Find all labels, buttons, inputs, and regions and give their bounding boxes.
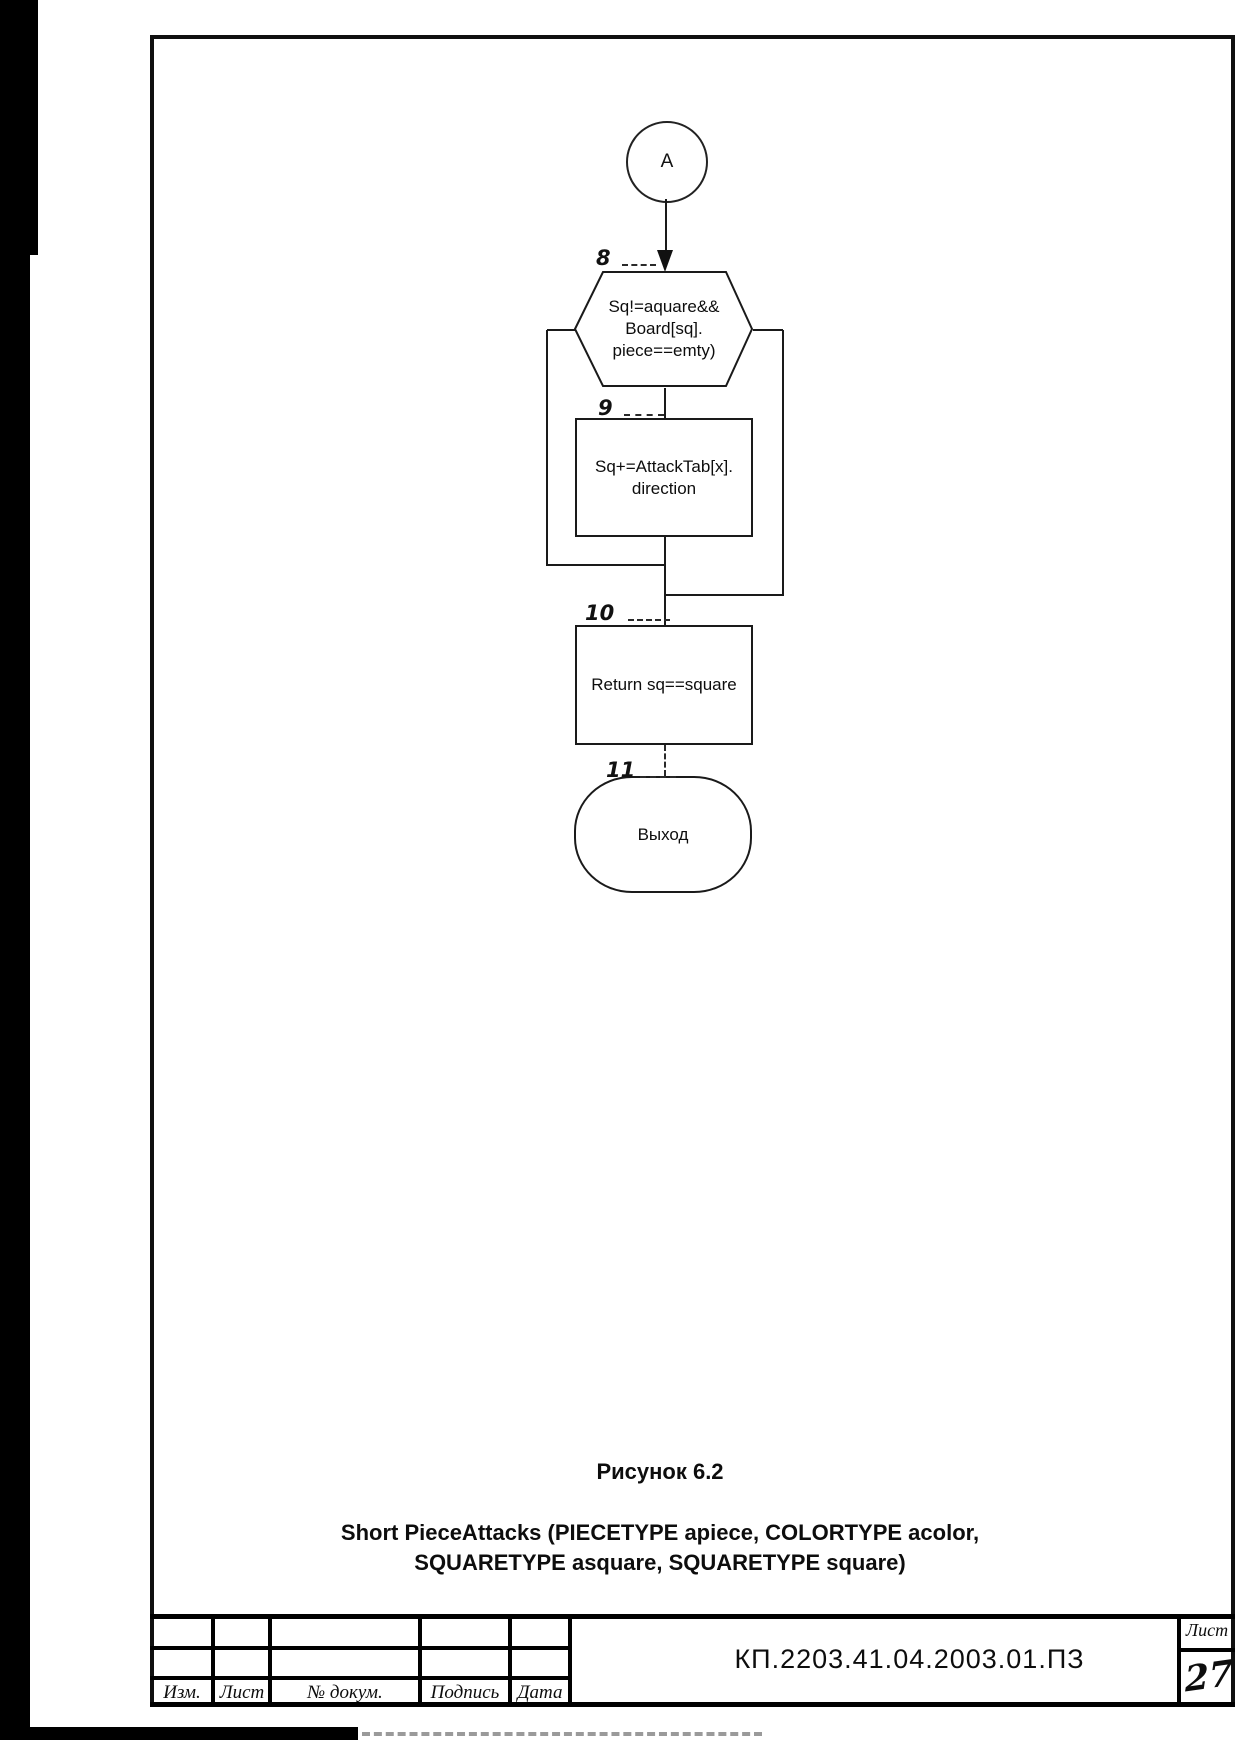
exit-to-center-line — [665, 594, 784, 596]
document-number: КП.2203.41.04.2003.01.ПЗ — [734, 1643, 1085, 1674]
scan-artifact-left-top-bar — [0, 0, 38, 255]
sheet-box-label: Лист — [1185, 1620, 1229, 1640]
terminator-box-11 — [574, 776, 752, 893]
connector-circle-a — [626, 121, 708, 203]
loop-left-line — [546, 330, 548, 566]
loop-into-hexagon-line — [547, 329, 576, 331]
connector-10-to-11 — [664, 745, 666, 776]
titleblock-col-date: Дата — [517, 1682, 563, 1703]
sheetbox-divider-rule — [1177, 1648, 1235, 1652]
figure-caption-line2: SQUARETYPE asquare, SQUARETYPE square) — [414, 1550, 906, 1575]
leader-dash-8 — [622, 264, 656, 266]
scan-artifact-bottom-bar — [0, 1727, 358, 1740]
scan-artifact-left-bar — [0, 0, 30, 1740]
scan-artifact-bottom-dashes — [362, 1732, 762, 1736]
hexagon-text-line2: Board[sq]. — [625, 319, 703, 338]
process-box-10 — [575, 625, 753, 745]
titleblock-col-izm: Изм. — [163, 1682, 201, 1703]
process10-text-line1: Return sq==square — [591, 675, 737, 694]
figure-caption-line1: Short PieceAttacks (PIECETYPE apiece, COLORTYPE acolor, — [340, 1520, 980, 1545]
exit-down-line — [782, 330, 784, 596]
node-number-10: 10 — [585, 601, 615, 625]
arrow-line-a-to-8 — [665, 199, 667, 252]
process-box-9 — [575, 418, 753, 537]
hexagon-text-line3: piece==emty) — [612, 341, 716, 360]
hexagon-decision-text — [575, 271, 753, 387]
connector-8-to-9 — [664, 388, 666, 418]
figure-caption — [250, 1518, 1070, 1578]
arrowhead-down-icon — [657, 250, 673, 272]
node-number-11: 11 — [606, 758, 636, 782]
titleblock-col-docnum: № докум. — [307, 1682, 383, 1703]
connector-a-label: A — [660, 151, 674, 172]
process9-text-line2: direction — [631, 478, 697, 498]
titleblock-col-list: Лист — [219, 1682, 265, 1703]
sheet-number-handwritten: 27 — [1184, 1652, 1234, 1701]
exit-right-line — [753, 329, 783, 331]
node-number-9: 9 — [598, 396, 613, 420]
titleblock-col-sign: Подпись — [430, 1682, 500, 1703]
figure-number: Рисунок 6.2 — [596, 1459, 724, 1484]
terminator-text: Выход — [637, 824, 689, 844]
leader-dash-9 — [624, 414, 664, 416]
leader-dash-11 — [640, 776, 676, 778]
connector-9-down — [664, 537, 666, 627]
loop-bottom-line — [547, 564, 666, 566]
leader-dash-10 — [628, 619, 670, 621]
node-number-8: 8 — [596, 246, 611, 270]
process9-text-line1: Sq+=AttackTab[x]. — [595, 456, 733, 476]
hexagon-text-line1: Sq!=aquare&& — [608, 297, 720, 316]
